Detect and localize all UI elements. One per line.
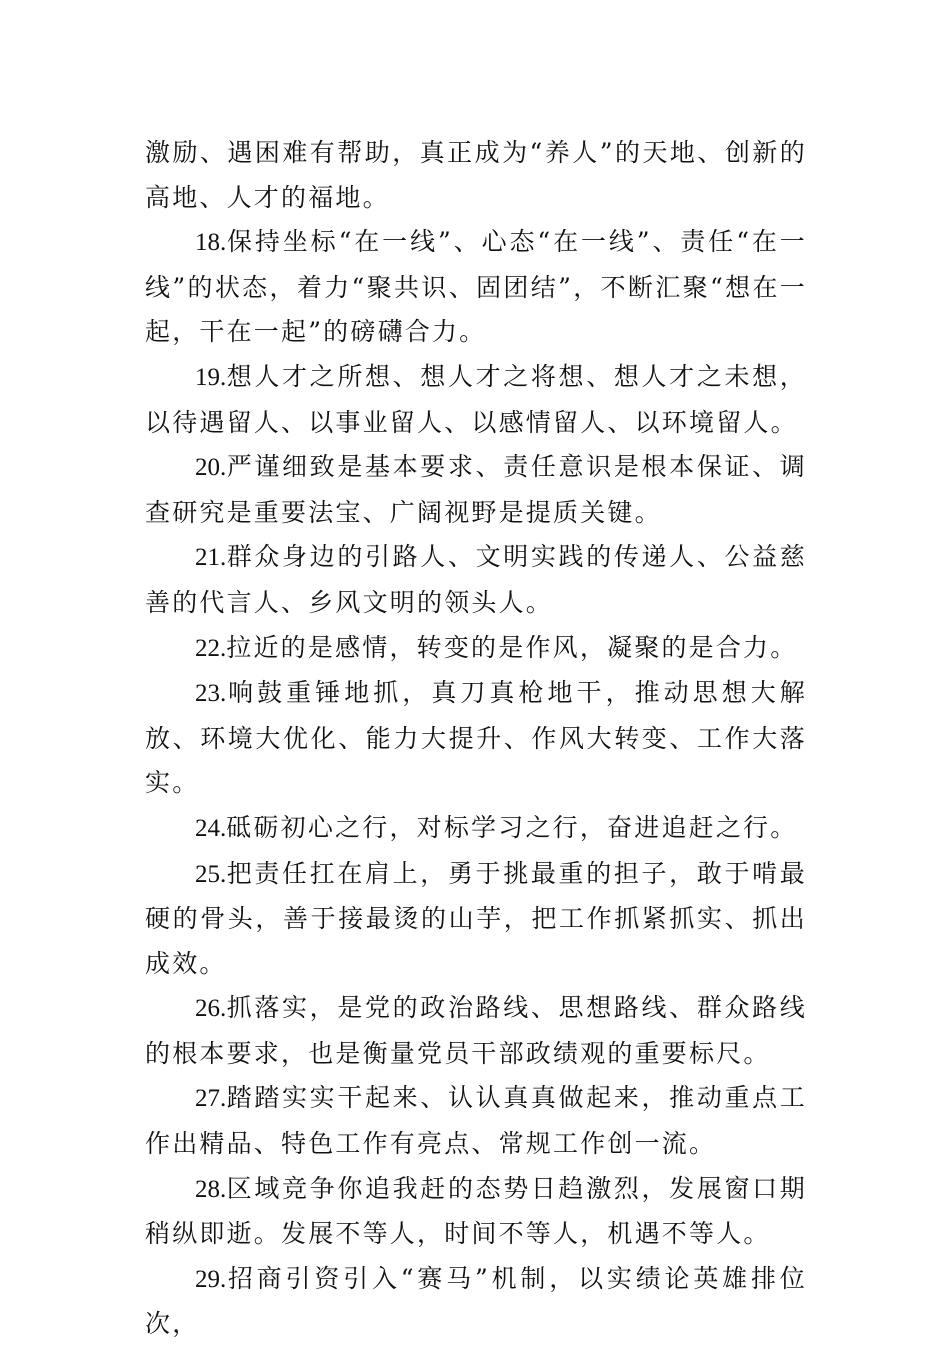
paragraph-23 xyxy=(145,671,807,806)
paragraph-number: 24. xyxy=(195,814,227,842)
paragraph-20 xyxy=(145,445,807,535)
paragraph-text: 踏踏实实干起来、认认真真做起来，推动重点工作出精品、特色工作有亮点、常规工作创一流。 xyxy=(145,1083,807,1159)
paragraph-21 xyxy=(145,535,807,625)
paragraph-text: 区域竞争你追我赶的态势日趋激烈，发展窗口期稍纵即逝。发展不等人，时间不等人，机遇不等人。 xyxy=(145,1173,807,1249)
paragraph-text: 招商引资引入“赛马”机制，以实绩论英雄排位次， xyxy=(145,1263,807,1339)
paragraph-number: 19. xyxy=(195,363,227,391)
paragraph-text: 抓落实，是党的政治路线、思想路线、群众路线的根本要求，也是衡量党员干部政绩观的重要标尺。 xyxy=(145,993,807,1068)
paragraph-24 xyxy=(145,806,807,852)
paragraph-continued xyxy=(145,131,807,220)
paragraph-number: 25. xyxy=(195,860,227,888)
paragraph-number: 26. xyxy=(195,995,227,1023)
paragraph-text: 砥砺初心之行，对标学习之行，奋进追赶之行。 xyxy=(226,812,798,842)
paragraph-26 xyxy=(145,986,807,1076)
paragraph-text: 想人才之所想、想人才之将想、想人才之未想，以待遇留人、以事业留人、以感情留人、以环境留人。 xyxy=(145,361,807,437)
paragraph-number: 18. xyxy=(195,229,227,257)
paragraph-19 xyxy=(145,355,807,445)
document-body xyxy=(145,131,807,1347)
paragraph-text: 保持坐标“在一线”、心态“在一线”、责任“在一线”的状态，着力“聚共识、固团结”，不断汇聚“想在一起，干在一起”的磅礴合力。 xyxy=(145,227,807,347)
paragraph-number: 23. xyxy=(195,680,227,708)
paragraph-number: 28. xyxy=(195,1175,227,1203)
paragraph-number: 22. xyxy=(195,634,227,662)
paragraph-text: 拉近的是感情，转变的是作风，凝聚的是合力。 xyxy=(226,632,798,662)
paragraph-number: 21. xyxy=(195,544,227,572)
paragraph-text: 响鼓重锤地抓，真刀真枪地干，推动思想大解放、环境大优化、能力大提升、作风大转变、工作大落实。 xyxy=(145,678,807,798)
paragraph-text: 激励、遇困难有帮助，真正成为“养人”的天地、创新的高地、人才的福地。 xyxy=(145,138,807,212)
paragraph-text: 把责任扛在肩上，勇于挑最重的担子，敢于啃最硬的骨头，善于接最烫的山芋，把工作抓紧抓实、抓出成效。 xyxy=(145,858,807,978)
paragraph-text: 严谨细致是基本要求、责任意识是根本保证、调查研究是重要法宝、广阔视野是提质关键。 xyxy=(145,452,807,527)
paragraph-number: 20. xyxy=(195,454,227,482)
paragraph-29 xyxy=(145,1257,807,1347)
paragraph-25 xyxy=(145,852,807,987)
paragraph-18 xyxy=(145,220,807,355)
paragraph-28 xyxy=(145,1167,807,1257)
paragraph-number: 29. xyxy=(195,1265,227,1293)
paragraph-27 xyxy=(145,1076,807,1166)
paragraph-22 xyxy=(145,626,807,672)
paragraph-text: 群众身边的引路人、文明实践的传递人、公益慈善的代言人、乡风文明的领头人。 xyxy=(145,542,807,617)
paragraph-number: 27. xyxy=(195,1085,227,1113)
